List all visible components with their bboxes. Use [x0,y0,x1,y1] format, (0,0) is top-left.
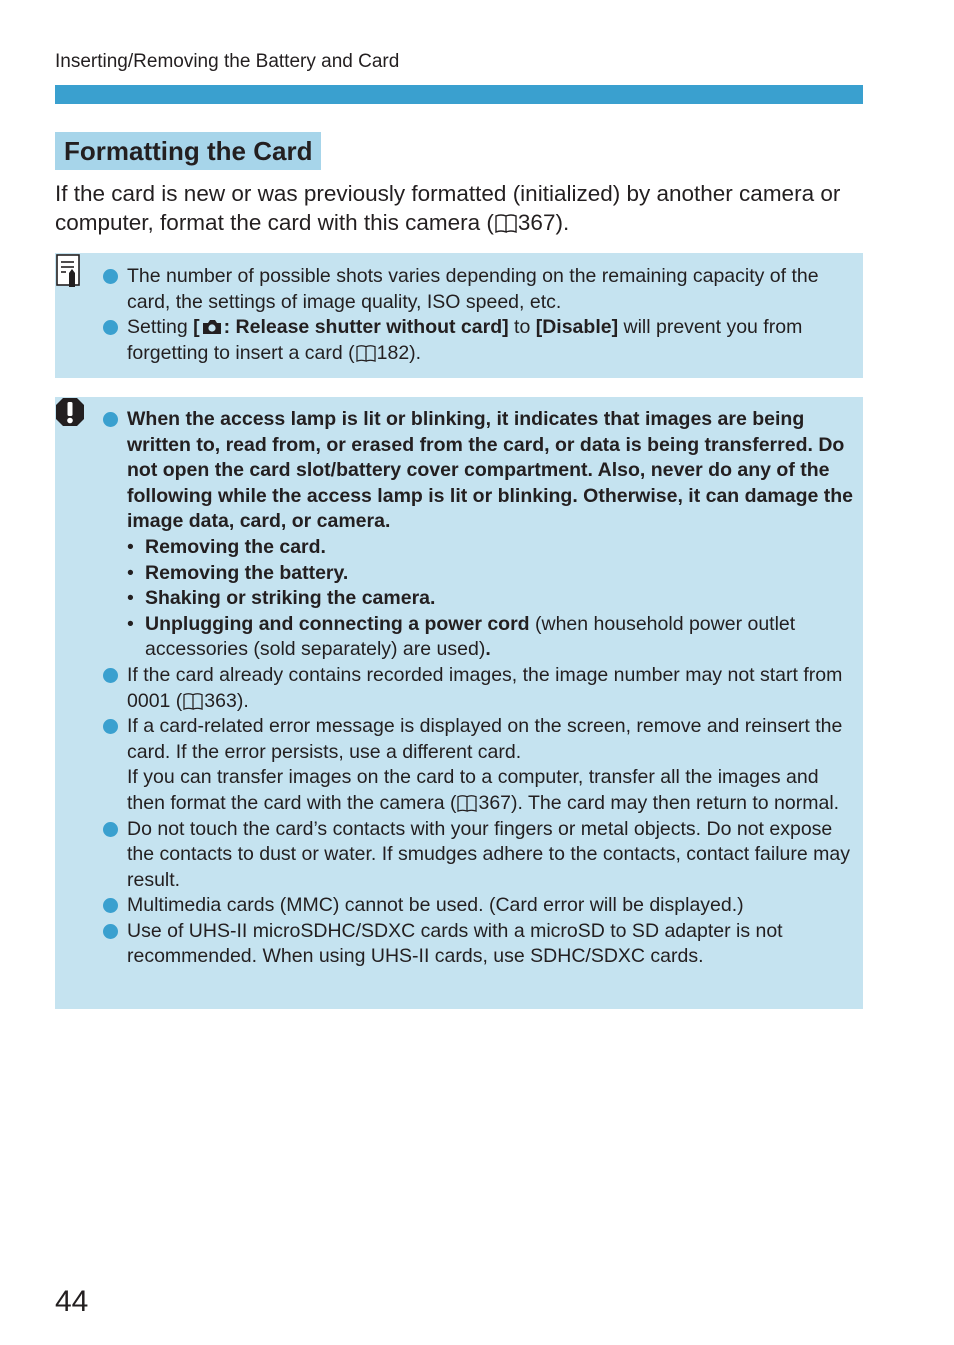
intro-paragraph [55,179,875,237]
list-item: Do not touch the card’s contacts with your fingers or metal objects. Do not expose the contacts to dust or water. If smudges adhere to the contacts, contact failure may result. [127,817,853,894]
list-item: If the card already contains recorded images, the image number may not start from 0001 ( 363). [127,663,853,714]
bullet-dot-icon [103,924,118,939]
book-reference-icon [457,794,477,812]
list-item: Use of UHS-II microSDHC/SDXC cards with a microSD to SD adapter is not recommended. When using UHS-II cards, use SDHC/SDXC cards. [127,919,853,970]
memo-pencil-icon [55,253,91,293]
intro-end: ). [555,210,570,235]
caution-exclamation-icon [55,397,85,427]
caution-list [127,407,853,970]
book-reference-icon [183,692,203,710]
bullet-dot-icon [103,320,118,335]
book-reference-icon [495,213,517,233]
camera-icon [202,319,222,335]
bullet-dot-icon [103,412,118,427]
intro-page-ref: 367 [517,210,556,235]
caution-box [55,397,863,1009]
sub-list-item: • Shaking or striking the camera. [127,586,853,612]
list-item: If a card-related error message is displayed on the screen, remove and reinsert the card. If the error persists, use a different card. If you can transfer images on the card to a computer, transfer all the images and then format the card with the camera ( 367). The card may then return to normal. [127,714,853,816]
bullet-dot-icon [103,269,118,284]
bullet-dot-icon [103,822,118,837]
sub-list-item: • Removing the card. [127,535,853,561]
memo-box [55,253,863,378]
list-item: Setting [ : Release shutter without card] to [Disable] will prevent you from forgetting to insert a card ( 182). [127,315,853,366]
sub-list-item: • Removing the battery. [127,561,853,587]
book-reference-icon [356,344,376,362]
running-head: Inserting/Removing the Battery and Card [55,51,400,72]
list-item: When the access lamp is lit or blinking, it indicates that images are being written to, read from, or erased from the card, or data is being transferred. Do not open the card slot/battery cover compartment. Also, never do any of the following while the access lamp is lit or blinking. Otherwise, it can damage the image data, card, or camera. • Removing the card. • Removing the battery. • Shaking or striking the camera. • Unplugging and connecting a power cord (when household power outlet accessories (sold separately) are used). [127,407,853,663]
section-title: Formatting the Card [55,132,321,170]
list-item: The number of possible shots varies depending on the remaining capacity of the card, the settings of image quality, ISO speed, etc. [127,264,853,315]
memo-list [127,264,853,366]
bullet-dot-icon [103,719,118,734]
bullet-dot-icon [103,898,118,913]
header-bar [55,85,863,104]
sub-list [127,535,853,663]
bullet-dot-icon [103,668,118,683]
page-number: 44 [55,1285,89,1318]
sub-list-item: • Unplugging and connecting a power cord (when household power outlet accessories (sold separately) are used). [127,612,853,663]
intro-text: If the card is new or was previously formatted (initialized) by another camera or computer, format the card with this camera ( [55,181,841,235]
list-item: Multimedia cards (MMC) cannot be used. (Card error will be displayed.) [127,893,853,919]
